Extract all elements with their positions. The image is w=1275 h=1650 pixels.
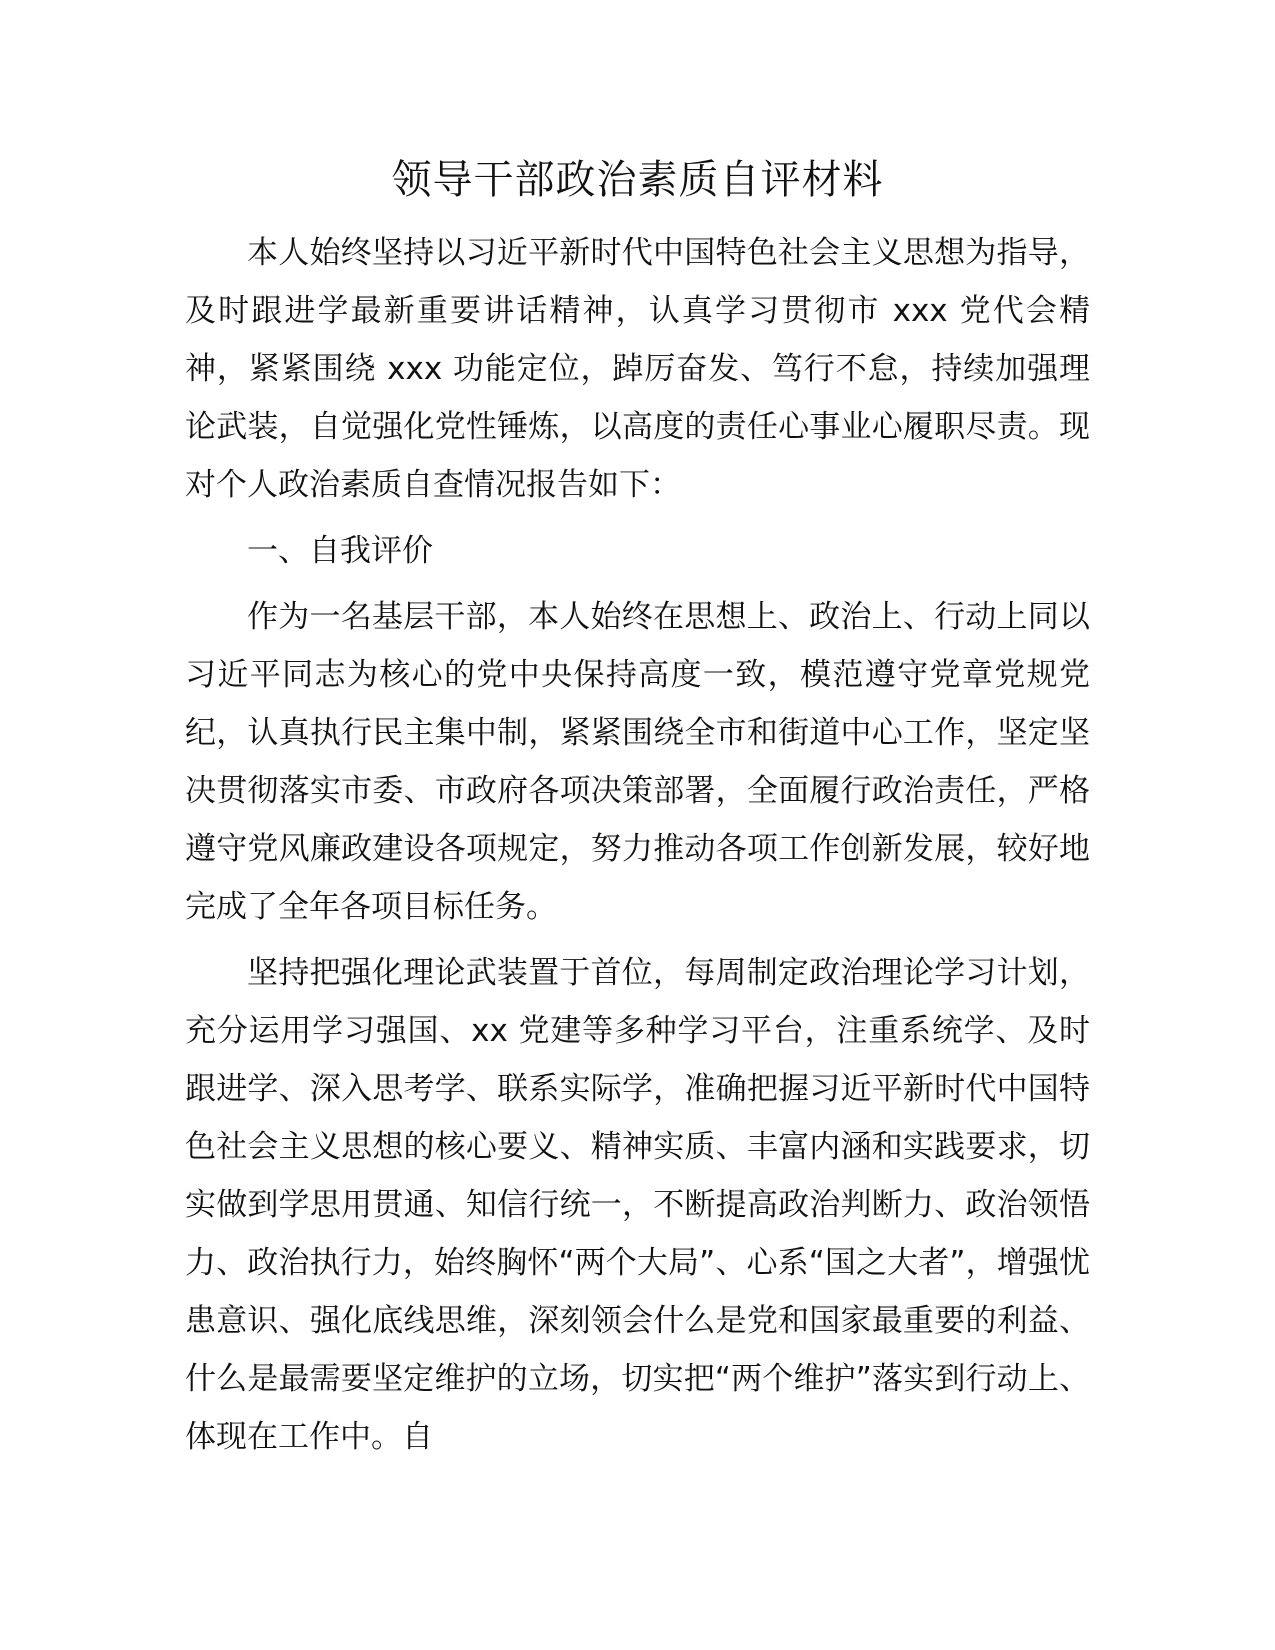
document-body	[185, 224, 1090, 1474]
paragraph-intro: 本人始终坚持以习近平新时代中国特色社会主义思想为指导，及时跟进学最新重要讲话精神，认真学习贯彻市 xxx 党代会精神，紧紧围绕 xxx 功能定位，踔厉奋发、笃行不怠，持续加强理论武装，自觉强化党性锤炼，以高度的责任心事业心履职尽责。现对个人政治素质自查情况报告如下：	[185, 235, 1090, 503]
paragraph-self-evaluation: 作为一名基层干部，本人始终在思想上、政治上、行动上同以习近平同志为核心的党中央保持高度一致，模范遵守党章党规党纪，认真执行民主集中制，紧紧围绕全市和街道中心工作，坚定坚决贯彻落实市委、市政府各项决策部署，全面履行政治责任，严格遵守党风廉政建设各项规定，努力推动各项工作创新发展，较好地完成了全年各项目标任务。	[185, 599, 1090, 925]
section-heading: 一、自我评价	[247, 533, 433, 569]
document-title: 领导干部政治素质自评材料	[391, 157, 884, 203]
paragraph-theory-study: 坚持把强化理论武装置于首位，每周制定政治理论学习计划，充分运用学习强国、xx 党建等多种学习平台，注重系统学、及时跟进学、深入思考学、联系实际学，准确把握习近平新时代中国特色社会主义思想的核心要义、精神实质、丰富内涵和实践要求，切实做到学思用贯通、知信行统一，不断提高政治判断力、政治领悟力、政治执行力，始终胸怀“两个大局”、心系“国之大者”，增强忧患意识、强化底线思维，深刻领会什么是党和国家最重要的利益、什么是最需要坚定维护的立场，切实把“两个维护”落实到行动上、体现在工作中。自	[185, 955, 1090, 1455]
